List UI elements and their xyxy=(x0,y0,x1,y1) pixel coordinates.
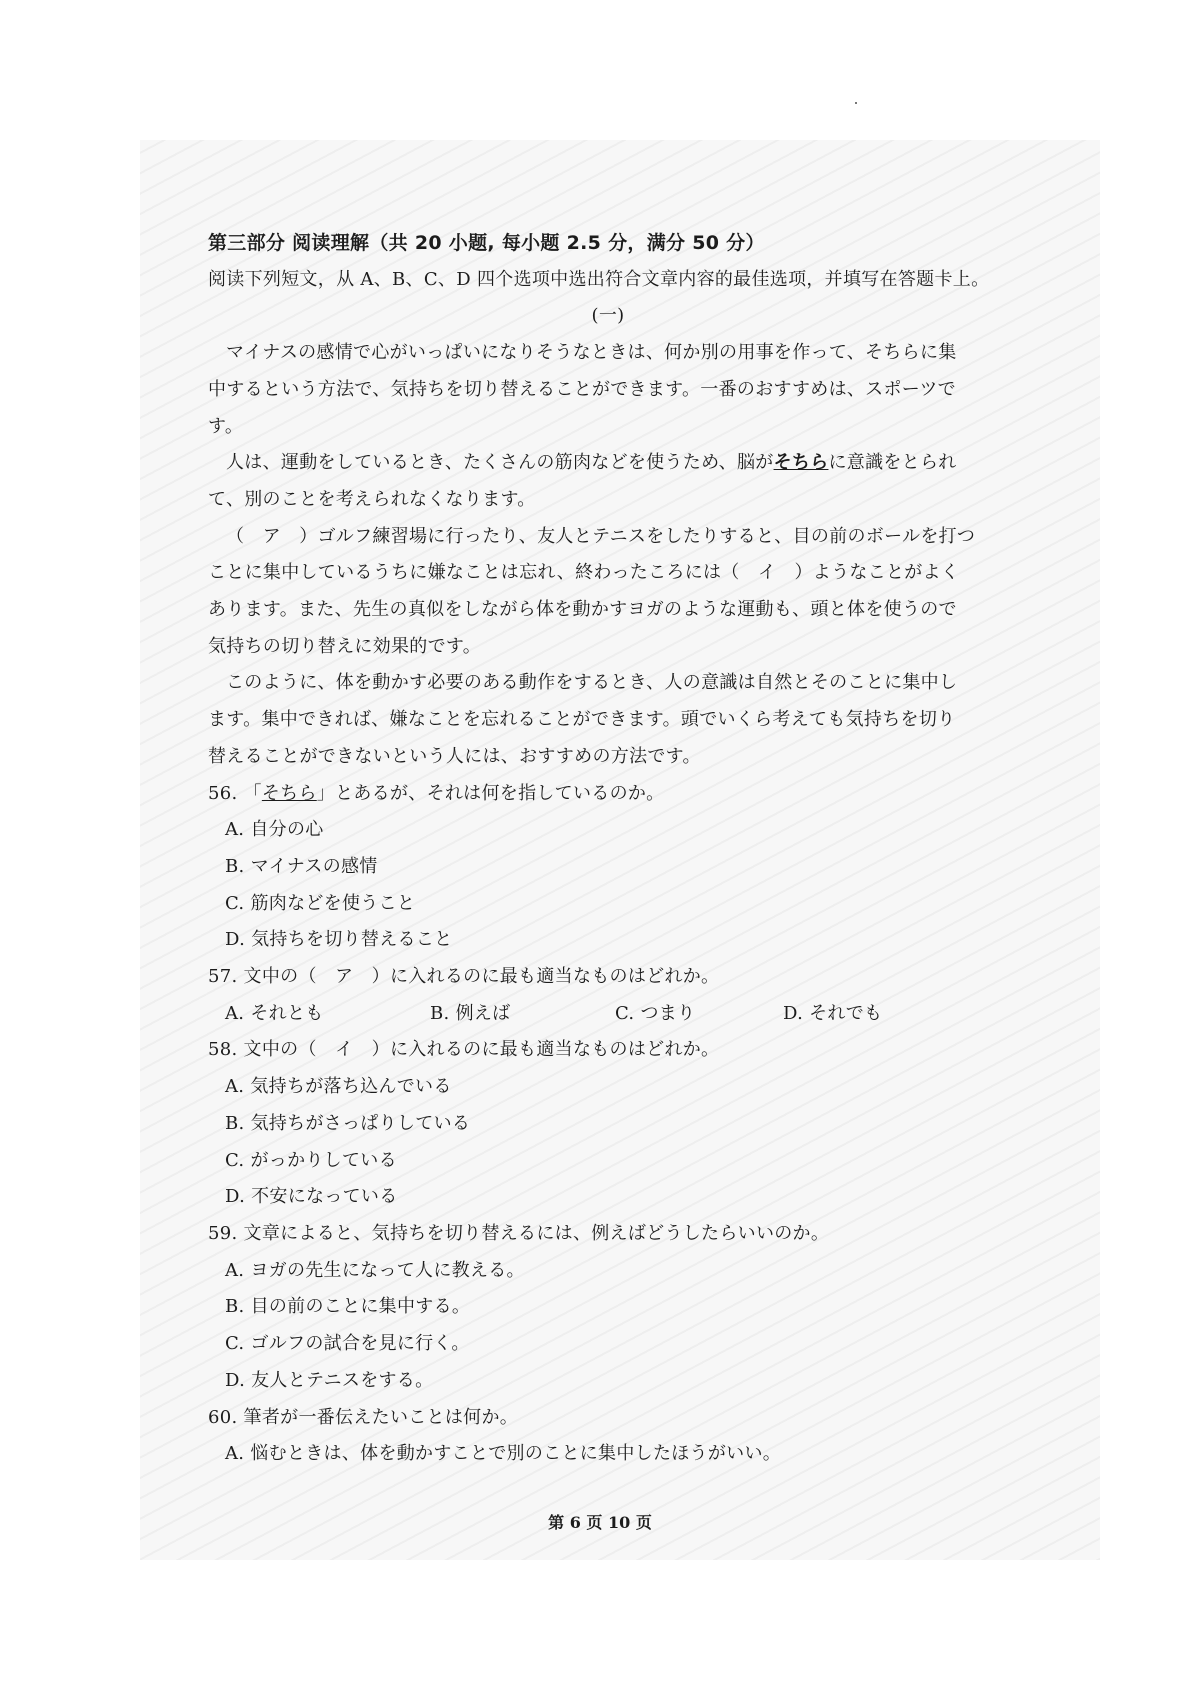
passage-line: あります。また、先生の真似をしながら体を動かすヨガのような運動も、頭と体を使うので xyxy=(208,599,957,621)
option-57-a: A. それとも xyxy=(225,1002,324,1024)
options-57 xyxy=(208,996,1008,1033)
passage-line: ます。集中できれば、嫌なことを忘れることができます。頭でいくら考えても気持ちを切り xyxy=(208,709,956,731)
option-57-c: C. つまり xyxy=(615,1002,696,1024)
option-59-a: A. ヨガの先生になって人に教える。 xyxy=(225,1259,525,1281)
passage-line: 気持ちの切り替えに効果的です。 xyxy=(208,635,482,657)
passage-line: て、別のことを考えられなくなります。 xyxy=(208,488,536,510)
option-60-a: A. 悩むときは、体を動かすことで別のことに集中したほうがいい。 xyxy=(225,1443,782,1465)
section-label: (一) xyxy=(591,305,625,327)
option-59-d: D. 友人とテニスをする。 xyxy=(225,1369,434,1391)
passage-line: す。 xyxy=(208,415,244,437)
question-stem-57: 57. 文中の（ ア ）に入れるのに最も適当なものはどれか。 xyxy=(208,966,720,988)
passage-line: このように、体を動かす必要のある動作をするとき、人の意識は自然とそのことに集中し xyxy=(226,672,958,694)
passage-line: （ ア ）ゴルフ練習場に行ったり、友人とテニスをしたりすると、目の前のボールを打つ xyxy=(226,525,976,547)
option-58-a: A. 気持ちが落ち込んでいる xyxy=(225,1076,452,1098)
question-stem-60: 60. 筆者が一番伝えたいことは何か。 xyxy=(208,1406,519,1428)
page-footer: 第 6 页 10 页 xyxy=(548,1513,652,1532)
question-stem-56 xyxy=(208,776,1008,813)
option-56-a: A. 自分の心 xyxy=(225,819,324,841)
passage-line: 中するという方法で、気持ちを切り替えることができます。一番のおすすめは、スポーツで xyxy=(208,378,956,400)
option-58-b: B. 気持ちがさっぱりしている xyxy=(225,1112,471,1134)
passage-line: ことに集中しているうちに嫌なことは忘れ、終わったころには（ イ ）ようなことがよく xyxy=(208,562,960,584)
option-56-d: D. 気持ちを切り替えること xyxy=(225,929,453,951)
section-title: 第三部分 阅读理解（共 20 小题, 每小题 2.5 分，满分 50 分） xyxy=(208,232,765,254)
option-59-b: B. 目の前のことに集中する。 xyxy=(225,1296,471,1318)
underlined-word: そちら xyxy=(261,782,317,804)
passage-line xyxy=(208,445,1008,482)
exam-content xyxy=(208,225,1008,1473)
passage-line: マイナスの感情で心がいっぱいになりそうなときは、何か別の用事を作って、そちらに集 xyxy=(226,342,957,364)
option-56-c: C. 筋肉などを使うこと xyxy=(225,892,416,914)
passage-text: に意識をとられ xyxy=(828,452,957,474)
passage-line: 替えることができないという人には、おすすめの方法です。 xyxy=(208,745,701,767)
option-58-c: C. がっかりしている xyxy=(225,1149,397,1171)
option-58-d: D. 不安になっている xyxy=(225,1186,398,1208)
question-stem-58: 58. 文中の（ イ ）に入れるのに最も適当なものはどれか。 xyxy=(208,1039,720,1061)
passage-text: 人は、運動をしているとき、たくさんの筋肉などを使うため、脳が xyxy=(226,452,774,474)
option-57-b: B. 例えば xyxy=(430,1002,511,1024)
stem-text: 56. 「 xyxy=(208,782,262,804)
option-59-c: C. ゴルフの試合を見に行く。 xyxy=(225,1333,470,1355)
instruction: 阅读下列短文，从 A、B、C、D 四个选项中选出符合文章内容的最佳选项，并填写在答题卡上。 xyxy=(208,268,990,290)
emphasized-word: そちら xyxy=(773,452,829,474)
scan-speck xyxy=(855,102,857,104)
question-stem-59: 59. 文章によると、気持ちを切り替えるには、例えばどうしたらいいのか。 xyxy=(208,1222,830,1244)
option-56-b: B. マイナスの感情 xyxy=(225,855,378,877)
option-57-d: D. それでも xyxy=(783,1002,883,1024)
stem-text: 」とあるが、それは何を指しているのか。 xyxy=(316,782,665,804)
